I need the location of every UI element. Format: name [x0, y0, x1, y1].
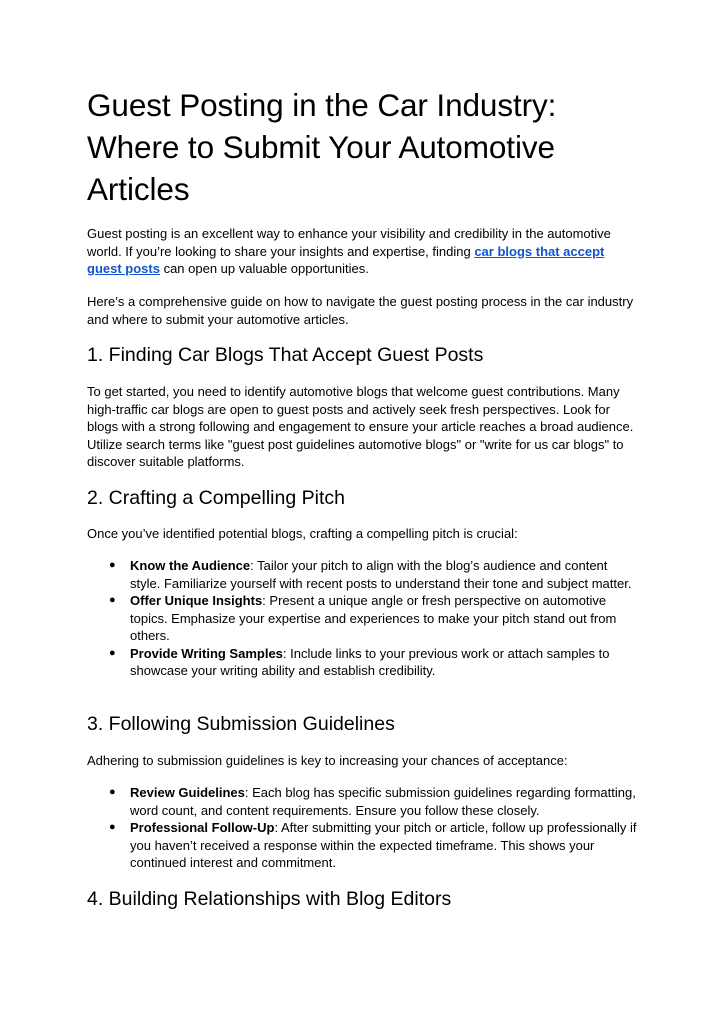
bullet: ● — [109, 559, 116, 571]
list-item-text: : Each blog has specific submission guidelines regarding formatting, word count, and content requirements. Ensure you follow these closely. — [130, 785, 636, 818]
intro-text-before: Guest posting is an excellent way to enhance your visibility and credibility in the automotive world. If you’re looking to share your insights and expertise, finding — [87, 226, 611, 259]
list-item — [87, 645, 637, 680]
section-1-heading: 1. Finding Car Blogs That Accept Guest Posts — [87, 344, 484, 366]
list-item — [87, 592, 637, 645]
list-item-title: Provide Writing Samples — [130, 645, 283, 661]
car-blogs-link[interactable]: car blogs that accept guest posts — [87, 243, 605, 276]
bullet: ● — [109, 646, 116, 659]
section-4-heading: 4. Building Relationships with Blog Editors — [87, 888, 452, 910]
list-item-title: Offer Unique Insights — [130, 593, 263, 608]
list-item — [87, 557, 637, 592]
section-3-body: Adhering to submission guidelines is key to increasing your chances of acceptance: — [87, 753, 568, 768]
list-item-title: Review Guidelines — [130, 785, 245, 800]
bullet: ● — [109, 821, 116, 833]
list-item-text: : Present a unique angle or fresh perspective on automotive topics. Emphasize your expertise and experiences to make your pitch stand out from others. — [130, 593, 617, 643]
list-item-text: : Include links to your previous work or attach samples to showcase your writing ability and establish credibility. — [130, 645, 610, 678]
list-item-title: Know the Audience — [130, 558, 251, 573]
intro-paragraph — [87, 225, 637, 278]
intro-text-after: can open up valuable opportunities. — [159, 261, 369, 276]
list-item — [87, 784, 637, 819]
section-1-body: To get started, you need to identify automotive blogs that welcome guest contributions. Many high-traffic car blogs are open to guest posts and actively seek fresh perspectives. Look for blogs with a strong following and engagement to ensure your article reaches a broad audience. Utilize search terms like "guest post guidelines automotive blogs" or "write for us car blogs" to discover suitable platforms. — [87, 384, 634, 469]
section-2-list — [87, 557, 637, 680]
list-item-text: : After submitting your pitch or article, follow up professionally if you haven’t received a response within the expected timeframe. This shows your continued interest and commitment. — [130, 820, 637, 870]
section-2-heading: 2. Crafting a Compelling Pitch — [87, 487, 345, 509]
section-3-list — [87, 784, 637, 872]
section-2-body: Once you’ve identified potential blogs, crafting a compelling pitch is crucial: — [87, 526, 518, 541]
bullet: ● — [109, 786, 116, 798]
list-item-text: : Tailor your pitch to align with the blog’s audience and content style. Familiarize yourself with recent posts to understand their tone and subject matter. — [130, 558, 632, 591]
list-item — [87, 819, 637, 872]
section-3-heading: 3. Following Submission Guidelines — [87, 713, 395, 735]
list-item-title: Professional Follow-Up — [130, 820, 275, 835]
bullet: ● — [109, 594, 116, 606]
guide-paragraph: Here’s a comprehensive guide on how to navigate the guest posting process in the car industry and where to submit your automotive articles. — [87, 294, 634, 327]
page-title: Guest Posting in the Car Industry: Where to Submit Your Automotive Articles — [87, 87, 557, 207]
